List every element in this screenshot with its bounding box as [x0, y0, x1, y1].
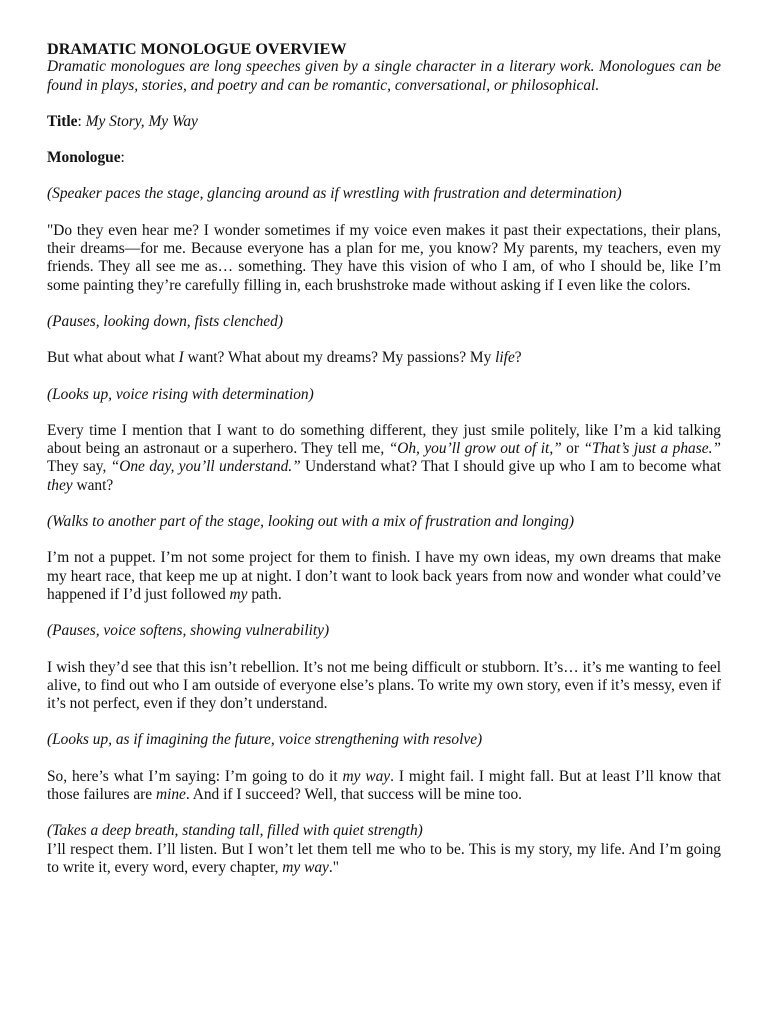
- p3-emphasis-they: they: [47, 476, 73, 494]
- p2-text-e: ?: [514, 349, 522, 367]
- p6-text-c: . I might fail. I might fall. But at least I’ll know that those failures are: [47, 767, 721, 804]
- monologue-paragraph-1: "Do they even hear me? I wonder sometimes if my voice even makes it past their expectations, their plans, their dreams—for me. Because everyone has a plan for me, you know? My parents, my teachers, even my friends. They all see me as… something. They have this vision of who I am, of who I should be, like I’m some painting they’re carefully filling in, each brushstroke made without asking if I even like the colors.: [47, 221, 721, 294]
- monologue-separator: :: [120, 149, 125, 167]
- intro-paragraph: Dramatic monologues are long speeches given by a single character in a literary work. Monologues can be found in plays, stories, and poetry and can be romantic, conversational, or philosophical.: [47, 58, 721, 94]
- p3-text-c: or: [561, 440, 584, 458]
- p2-text-a: But what about what: [47, 349, 179, 367]
- title-separator: :: [77, 112, 86, 130]
- monologue-paragraph-4: [47, 549, 721, 604]
- stage-direction-6: (Looks up, as if imagining the future, voice strengthening with resolve): [47, 731, 483, 749]
- p3-text-a: Every time I mention that I want to do something different, they just smile politely, like I’m a kid talking about being an astronaut or a superhero. They tell me,: [47, 421, 721, 458]
- monologue-label-line: [47, 149, 721, 167]
- p2-text-c: want? What about my dreams? My passions? My: [183, 349, 496, 367]
- p7-emphasis-my-way: my way: [282, 858, 329, 876]
- p3-text-g: Understand what? That I should give up who I am to become what: [300, 458, 721, 476]
- stage-direction-2: (Pauses, looking down, fists clenched): [47, 312, 283, 330]
- monologue-paragraph-7: [47, 841, 721, 878]
- p4-text-a: I’m not a puppet. I’m not some project for them to finish. I have my own ideas, my own dreams that make my heart race, that keep me up at night. I don’t want to look back years from now and wonder what could’ve happened if I’d just followed: [47, 549, 721, 603]
- monologue-label: Monologue: [47, 149, 121, 167]
- monologue-paragraph-5: I wish they’d see that this isn’t rebellion. It’s not me being difficult or stubborn. It’s… it’s me wanting to feel alive, to find out who I am outside of everyone else’s plans. To write my own story, even if it’s messy, even if it’s not perfect, even if they don’t understand.: [47, 658, 721, 713]
- p2-emphasis-life: life: [495, 349, 515, 367]
- p3-quote-phase: “That’s just a phase.”: [583, 440, 721, 458]
- p6-text-a: So, here’s what I’m saying: I’m going to do it: [47, 767, 343, 785]
- p3-text-e: They say,: [47, 458, 111, 476]
- title-value: My Story, My Way: [85, 112, 198, 130]
- p3-quote-grow: “Oh, you’ll grow out of it,”: [388, 440, 562, 458]
- title-line: [47, 113, 721, 131]
- p6-text-e: . And if I succeed? Well, that success will be mine too.: [185, 786, 523, 804]
- p2-emphasis-i: I: [178, 349, 184, 367]
- stage-direction-7: (Takes a deep breath, standing tall, filled with quiet strength): [47, 822, 423, 840]
- stage-direction-1: (Speaker paces the stage, glancing around as if wrestling with frustration and determination): [47, 185, 622, 203]
- stage-direction-3: (Looks up, voice rising with determination): [47, 385, 314, 403]
- monologue-paragraph-3: [47, 422, 721, 495]
- monologue-paragraph-2: [47, 349, 721, 367]
- p6-emphasis-mine: mine: [155, 786, 186, 804]
- p3-quote-understand: “One day, you’ll understand.”: [110, 458, 301, 476]
- stage-direction-4: (Walks to another part of the stage, looking out with a mix of frustration and longing): [47, 513, 574, 531]
- p4-emphasis-my: my: [229, 585, 248, 603]
- stage-direction-5: (Pauses, voice softens, showing vulnerability): [47, 622, 330, 640]
- monologue-paragraph-6: [47, 768, 721, 805]
- title-label: Title: [47, 112, 78, 130]
- p7-text-c: .": [328, 858, 340, 876]
- p3-text-i: want?: [72, 476, 114, 494]
- p7-text-a: I’ll respect them. I’ll listen. But I won’t let them tell me who to be. This is my story, my life. And I’m going to write it, every word, every chapter,: [47, 840, 721, 876]
- p6-emphasis-my-way: my way: [342, 767, 391, 785]
- document-heading: DRAMATIC MONOLOGUE OVERVIEW: [47, 40, 347, 58]
- p4-text-c: path.: [247, 585, 282, 603]
- document-page: [47, 40, 721, 877]
